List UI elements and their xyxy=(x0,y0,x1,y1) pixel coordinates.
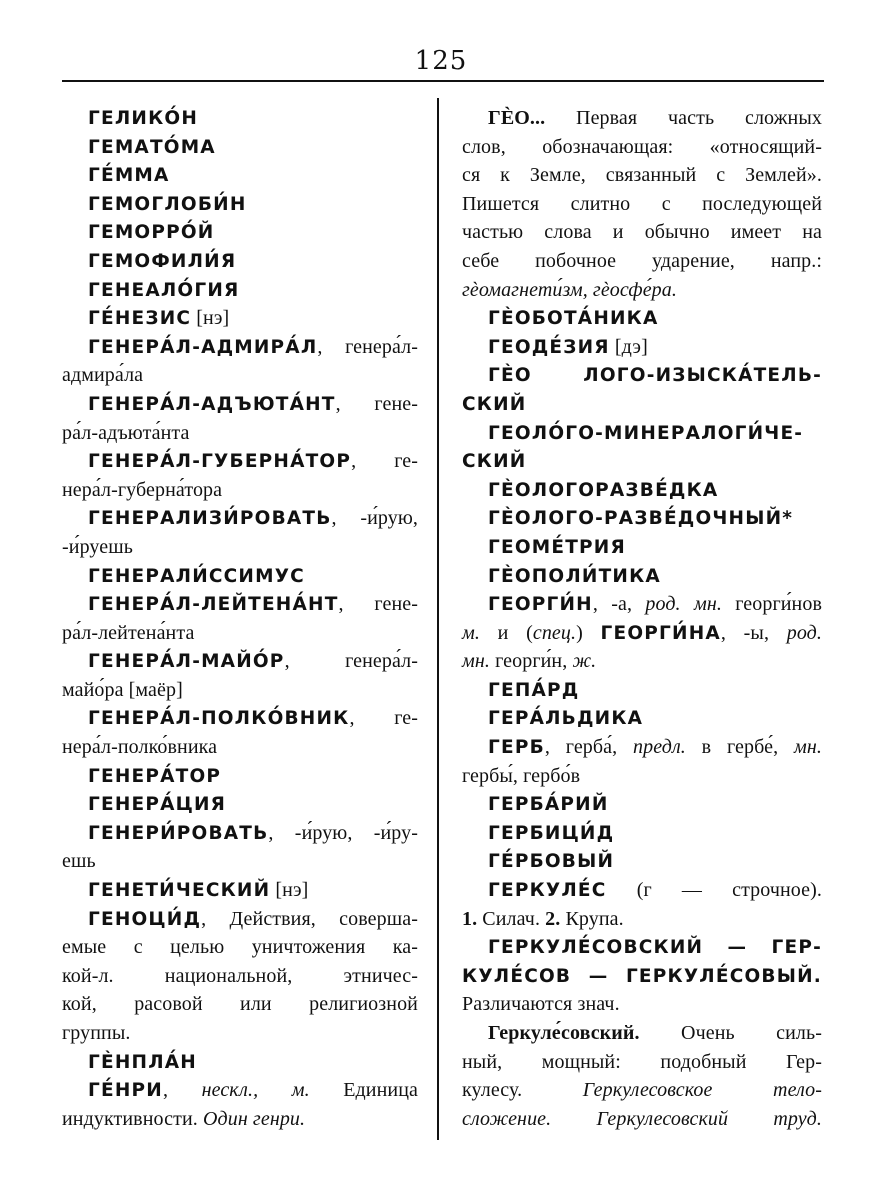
headword: ГЕНЕТИ́ЧЕСКИЙ xyxy=(88,880,271,902)
left-column-line xyxy=(62,619,418,648)
body-text: себе побочное ударение, напр.: xyxy=(462,249,822,272)
left-column-line xyxy=(62,876,418,905)
left-column-line xyxy=(62,962,418,991)
right-column-line xyxy=(462,304,822,333)
headword: ГЕ́ММА xyxy=(88,165,170,187)
body-text: , ге- xyxy=(351,450,418,473)
right-column-line xyxy=(462,676,822,705)
bold-text: ГЀО... xyxy=(488,107,546,129)
body-text: [нэ] xyxy=(270,879,309,902)
right-column-line xyxy=(462,361,822,390)
right-column-line xyxy=(462,790,822,819)
italic-text: род. мн. xyxy=(645,593,722,616)
body-text: и ( xyxy=(479,621,533,644)
italic-text: сложение. Геркулесовский труд. xyxy=(462,1107,822,1130)
left-column-line xyxy=(62,1048,418,1077)
headword: ГЕ́НРИ xyxy=(88,1080,163,1102)
left-column-line xyxy=(62,504,418,533)
body-text: [дэ] xyxy=(609,335,648,358)
left-column-line xyxy=(62,933,418,962)
headword: ГЕНЕРА́Л-ПОЛКО́ВНИК xyxy=(88,708,350,730)
headword: ГЕМАТО́МА xyxy=(88,136,216,158)
left-column-line xyxy=(62,1019,418,1048)
left-column-line xyxy=(62,247,418,276)
right-column-line xyxy=(462,276,822,305)
right-column-line xyxy=(462,990,822,1019)
left-column-line xyxy=(62,990,418,1019)
body-text: , гене- xyxy=(335,392,418,415)
left-column-line xyxy=(62,1076,418,1105)
right-column-line xyxy=(462,419,822,448)
headword: ГЕОМЕ́ТРИЯ xyxy=(488,536,626,558)
left-column-line xyxy=(62,847,418,876)
left-column-line xyxy=(62,476,418,505)
body-text: группы. xyxy=(62,1022,131,1044)
body-text: кой, расовой или религиозной xyxy=(62,993,418,1016)
italic-text: спец. xyxy=(532,621,577,644)
right-column-line xyxy=(462,647,822,676)
left-column-line xyxy=(62,819,418,848)
column-divider xyxy=(437,98,439,1140)
left-column-line xyxy=(62,104,418,133)
body-text: майо́ра [маёр] xyxy=(62,678,183,701)
body-text: , герба́, xyxy=(544,736,634,759)
right-column-line xyxy=(462,847,822,876)
body-text: , -и́рую, -и́ру- xyxy=(268,821,418,844)
body-text: георги́н, xyxy=(490,650,573,673)
left-column-line xyxy=(62,590,418,619)
body-text: , Действия, соверша- xyxy=(201,907,418,930)
italic-text: предл. xyxy=(633,736,686,759)
right-column-line xyxy=(462,1076,822,1105)
right-column-line xyxy=(462,590,822,619)
left-column-line xyxy=(62,676,418,705)
italic-text: ж. xyxy=(572,650,597,673)
right-column-line xyxy=(462,876,822,905)
headword: ГЕНЕАЛО́ГИЯ xyxy=(88,279,240,301)
headword: ГЕНОЦИ́Д xyxy=(88,908,202,930)
left-column-line xyxy=(62,447,418,476)
headword: ГЀОПОЛИ́ТИКА xyxy=(488,565,661,587)
headword: ГЕНЕРАЛИ́ССИМУС xyxy=(88,565,305,587)
italic-text: мн. xyxy=(462,650,490,673)
body-text: адмира́ла xyxy=(62,364,144,387)
left-column-line xyxy=(62,390,418,419)
right-column-line xyxy=(462,933,822,962)
left-column-line xyxy=(62,762,418,791)
left-column-line xyxy=(62,218,418,247)
body-text: ешь xyxy=(62,850,96,873)
headword: ГЀОБОТА́НИКА xyxy=(488,308,659,330)
body-text: гербы́, гербо́в xyxy=(462,764,581,787)
headword: ГЕРА́ЛЬДИКА xyxy=(488,708,644,730)
italic-text: нескл., м. xyxy=(201,1079,310,1102)
body-text: Силач. xyxy=(477,907,546,930)
right-column-line xyxy=(462,133,822,162)
body-text: слов, обозначающая: «относящий- xyxy=(462,135,822,158)
headword: ГЕОЛО́ГО-МИНЕРАЛОГИ́ЧЕ- xyxy=(488,422,804,444)
headword: ГЕНЕРА́Л-АДЪЮТА́НТ xyxy=(88,393,336,415)
left-column-line xyxy=(62,790,418,819)
right-column-line xyxy=(462,1019,822,1048)
body-text: ра́л-адъюта́нта xyxy=(62,421,190,444)
body-text: ный, мощный: подобный Гер- xyxy=(462,1050,822,1073)
body-text: нера́л-губерна́тора xyxy=(62,478,223,501)
body-text: ра́л-лейтена́нта xyxy=(62,621,195,644)
body-text: в гербе́, xyxy=(685,736,794,759)
body-text: , -и́рую, xyxy=(331,507,418,530)
italic-text: м. xyxy=(462,621,480,644)
headword: ГЕНЕРАЛИЗИ́РОВАТЬ xyxy=(88,508,332,530)
right-column-line xyxy=(462,333,822,362)
headword: ГЕРКУЛЕ́С xyxy=(488,880,607,902)
right-column-line xyxy=(462,104,822,133)
right-column-line xyxy=(462,962,822,991)
headword: ГЕМОРРО́Й xyxy=(88,222,215,244)
headword: СКИЙ xyxy=(462,451,527,473)
headword: ГЕНЕРА́Л-АДМИРА́Л xyxy=(88,336,318,358)
headword: ГЕЛИКО́Н xyxy=(88,108,199,129)
body-text: ) xyxy=(576,621,601,644)
left-column-line xyxy=(62,276,418,305)
right-column-line xyxy=(462,762,822,791)
body-text: , генера́л- xyxy=(317,335,418,358)
body-text: кой-л. национальной, этничес- xyxy=(62,964,418,987)
body-text: , ге- xyxy=(349,707,418,730)
right-column-line xyxy=(462,218,822,247)
left-column-line xyxy=(62,161,418,190)
body-text: ся к Земле, связанный с Землей». xyxy=(462,164,822,187)
body-text: , генера́л- xyxy=(284,650,418,673)
right-column-line xyxy=(462,476,822,505)
italic-text: Один генри. xyxy=(202,1107,306,1130)
body-text: [нэ] xyxy=(191,307,230,330)
left-column-line xyxy=(62,733,418,762)
body-text: георги́нов xyxy=(721,593,822,616)
body-text: емые с целью уничтожения ка- xyxy=(62,936,418,959)
headword: СКИЙ xyxy=(462,393,527,415)
left-column-line xyxy=(62,704,418,733)
italic-text: гѐомагнети́зм, гѐосфе́ра. xyxy=(462,278,677,301)
headword: ГЕРБА́РИЙ xyxy=(488,794,609,816)
headword: ГЕОРГИ́Н xyxy=(488,594,593,616)
headword: КУЛЕ́СОВ — ГЕРКУЛЕ́СОВЫЙ. xyxy=(462,965,822,987)
right-column-line xyxy=(462,1048,822,1077)
left-column-line xyxy=(62,533,418,562)
right-column-line xyxy=(462,819,822,848)
left-column-line xyxy=(62,647,418,676)
right-column-line xyxy=(462,704,822,733)
body-text: -и́руешь xyxy=(62,535,133,558)
left-column-line xyxy=(62,361,418,390)
left-column-line xyxy=(62,190,418,219)
right-column-line xyxy=(462,190,822,219)
body-text: Единица xyxy=(309,1079,419,1102)
headword: ГЕНЕРА́Л-ЛЕЙТЕНА́НТ xyxy=(88,594,339,616)
headword: ГЕНЕРА́ТОР xyxy=(88,765,222,787)
headword: ГЀОЛОГОРАЗВЕ́ДКА xyxy=(488,479,719,501)
body-text: Различаются знач. xyxy=(462,993,620,1016)
right-column-line xyxy=(462,533,822,562)
right-column-line xyxy=(462,733,822,762)
headword: ГЕНЕРА́Л-ГУБЕРНА́ТОР xyxy=(88,451,352,473)
left-column-line xyxy=(62,133,418,162)
headword: ГЕРКУЛЕ́СОВСКИЙ — ГЕР- xyxy=(488,937,822,959)
headword: ГЕРБИЦИ́Д xyxy=(488,822,615,844)
headword: ГЕНЕРА́Л-МАЙО́Р xyxy=(88,651,285,673)
right-column xyxy=(462,104,822,1133)
body-text: Очень силь- xyxy=(639,1022,822,1044)
right-column-line xyxy=(462,905,822,934)
headword: ГЕРБ xyxy=(488,737,545,759)
headword: ГЕОДЕ́ЗИЯ xyxy=(488,336,610,358)
right-column-line xyxy=(462,1105,822,1134)
left-column-line xyxy=(62,419,418,448)
left-column-line xyxy=(62,905,418,934)
left-column-line xyxy=(62,562,418,591)
headword: ГЀОЛОГО-РАЗВЕ́ДОЧНЫЙ* xyxy=(488,508,794,530)
body-text: (г — строчное). xyxy=(606,879,822,902)
body-text: индуктивности. xyxy=(62,1107,203,1130)
headword: ГЀО ЛОГО-ИЗЫСКА́ТЕЛЬ- xyxy=(488,365,822,387)
italic-text: мн. xyxy=(794,736,822,759)
left-column-line xyxy=(62,304,418,333)
body-text: , -а, xyxy=(592,593,646,616)
body-text: , -ы, xyxy=(720,621,787,644)
right-column-line xyxy=(462,504,822,533)
italic-text: род. xyxy=(786,621,822,644)
headword: ГЀНПЛА́Н xyxy=(88,1051,197,1073)
body-text: кулесу. xyxy=(462,1079,583,1102)
body-text: , гене- xyxy=(338,593,418,616)
bold-text: Геркуле́совский. xyxy=(488,1022,640,1044)
left-column-line xyxy=(62,1105,418,1134)
headword: ГЕНЕРА́ЦИЯ xyxy=(88,794,227,816)
bold-text: 1. xyxy=(462,907,478,930)
right-column-line xyxy=(462,562,822,591)
body-text: нера́л-полко́вника xyxy=(62,736,218,759)
italic-text: Геркулесовское тело- xyxy=(582,1079,823,1102)
headword: ГЕ́РБОВЫЙ xyxy=(488,851,615,873)
body-text: Пишется слитно с последующей xyxy=(462,192,822,215)
headword: ГЕНЕРИ́РОВАТЬ xyxy=(88,822,269,844)
body-text: , xyxy=(162,1079,202,1102)
page-number: 125 xyxy=(414,46,468,76)
right-column-line xyxy=(462,247,822,276)
body-text: частью слова и обычно имеет на xyxy=(462,221,822,244)
body-text: Первая часть сложных xyxy=(545,107,822,129)
headword: ГЕПА́РД xyxy=(488,679,580,701)
headword: ГЕОРГИ́НА xyxy=(600,622,721,644)
headword: ГЕМОГЛОБИ́Н xyxy=(88,193,247,215)
header-rule xyxy=(62,80,824,82)
bold-text: 2. xyxy=(545,907,561,930)
body-text: Крупа. xyxy=(560,907,624,930)
right-column-line xyxy=(462,447,822,476)
headword: ГЕМОФИЛИ́Я xyxy=(88,250,237,272)
headword: ГЕ́НЕЗИС xyxy=(88,308,192,330)
right-column-line xyxy=(462,161,822,190)
right-column-line xyxy=(462,619,822,648)
left-column xyxy=(62,104,418,1133)
right-column-line xyxy=(462,390,822,419)
left-column-line xyxy=(62,333,418,362)
